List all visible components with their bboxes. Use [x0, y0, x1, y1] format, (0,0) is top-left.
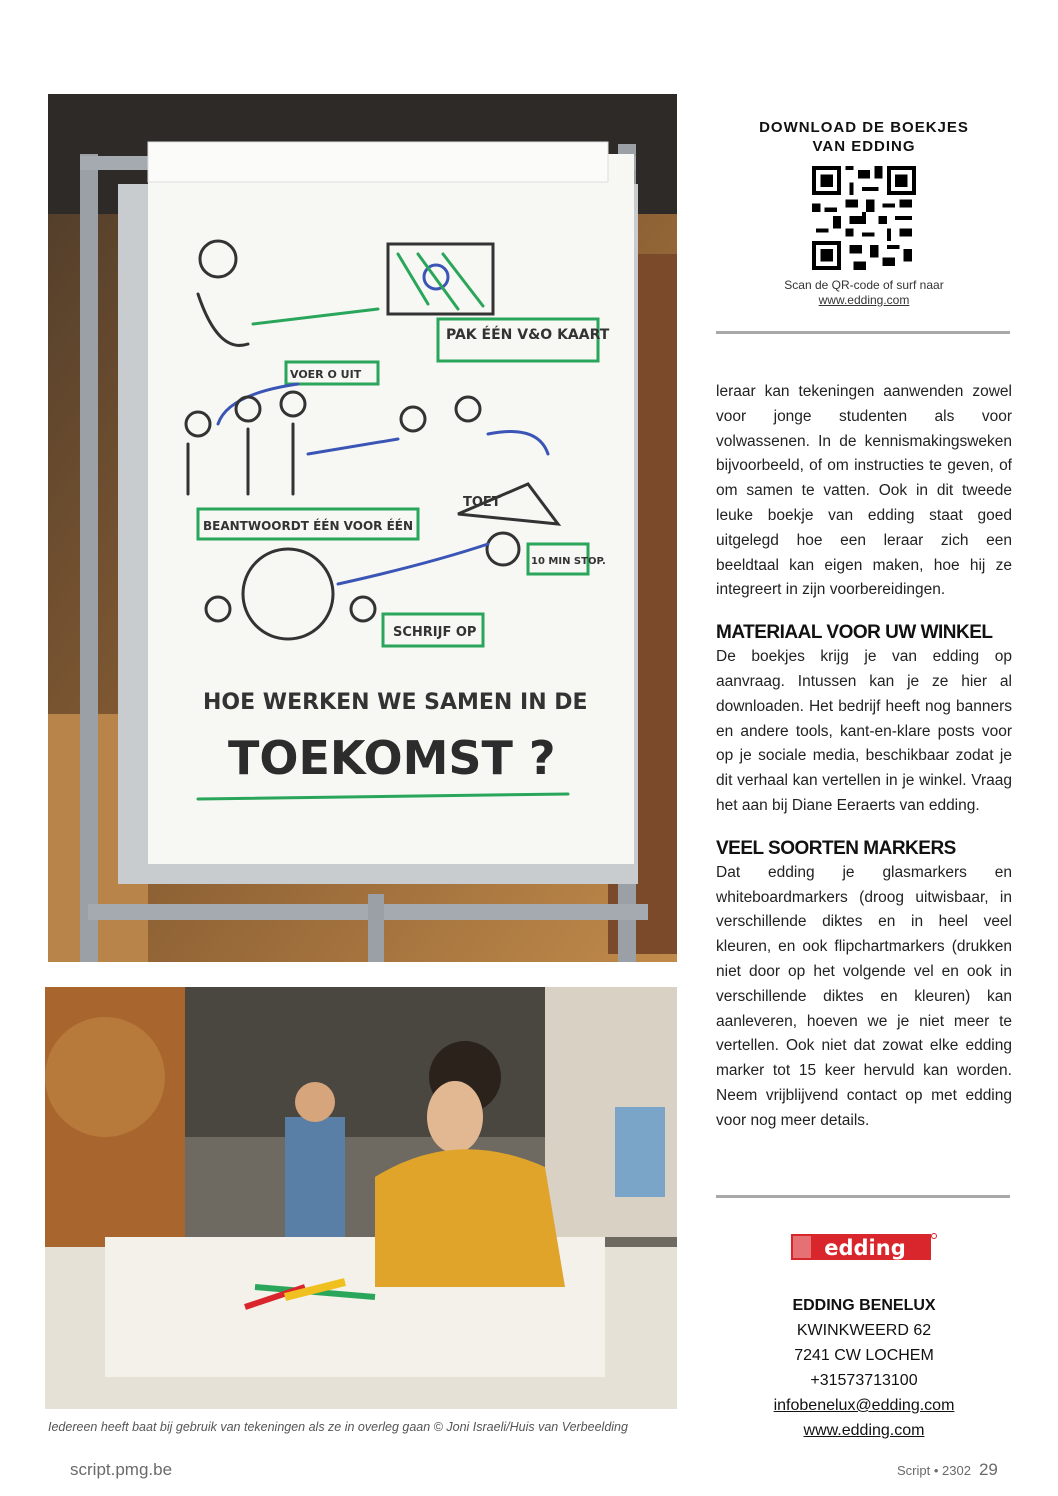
address-city: 7241 CW LOCHEM — [794, 1347, 934, 1364]
qr-url-link[interactable]: www.edding.com — [818, 293, 910, 307]
svg-text:edding: edding — [824, 1236, 906, 1260]
flipchart-tag-schrijf-op: SCHRIJF OP — [393, 625, 477, 640]
divider-top — [716, 331, 1010, 334]
phone-number: +31573713100 — [810, 1372, 918, 1389]
footer-site: script.pmg.be — [70, 1460, 173, 1479]
email-link[interactable]: infobenelux@edding.com — [773, 1397, 955, 1414]
workshop-illustration — [45, 987, 677, 1409]
edding-logo — [791, 1232, 937, 1262]
flipchart-photo — [48, 94, 677, 962]
photo-caption: Iedereen heeft baat bij gebruik van tekeningen als ze in overleg gaan © Joni Israeli/Huis van Verbeelding — [48, 1420, 628, 1434]
footer-issue — [897, 1460, 998, 1480]
divider-bottom — [716, 1195, 1010, 1198]
flipchart-headline-1: HOE WERKEN WE SAMEN IN DE — [203, 690, 588, 715]
flipchart-tag-voer-uit: VOER O UIT — [290, 368, 362, 381]
qr-download-block — [716, 118, 1012, 307]
company-name: EDDING BENELUX — [792, 1297, 936, 1314]
qr-code-icon[interactable] — [812, 166, 916, 270]
article-column — [716, 380, 1012, 1134]
qr-note: Scan de QR-code of surf naar — [784, 278, 944, 292]
heading-materiaal: MATERIAAL VOOR UW WINKEL — [716, 622, 993, 644]
flipchart-headline-2: TOEKOMST ? — [228, 731, 556, 785]
flipchart-word-toet: TOET — [463, 495, 501, 510]
workshop-photo — [45, 987, 677, 1409]
footer-issue-label: Script • 2302 — [897, 1463, 971, 1478]
flipchart-tag-beantwoordt: BEANTWOORDT ÉÉN VOOR ÉÉN — [203, 519, 414, 533]
contact-block — [716, 1232, 1012, 1443]
article-intro: leraar kan tekeningen aanwenden zowel voor jonge studenten als voor volwassenen. In de kennismakingsweken bijvoorbeeld, of om instructies te geven, of om samen te vatten. Ook in dit tweede leuke boekje van edding staat goed uitgelegd hoe een leraar zich een beeldtaal kan eigen maken, hoe hij ze integreert in zijn voorbereidingen. — [716, 383, 1012, 599]
flipchart-tag-min-stop: 10 MIN STOP. — [531, 556, 606, 567]
flipchart-illustration — [48, 94, 677, 962]
flipchart-tag-pak-kaart: PAK ÉÉN V&O KAART — [446, 327, 610, 343]
website-link[interactable]: www.edding.com — [803, 1422, 925, 1439]
article-para-markers: Dat edding je glasmarkers en whiteboardmarkers (droog uitwisbaar, in verschillende diktes en in heel veel kleuren, en ook flipchartmarkers (drukken niet door op het volgende vel en ook in verschillende diktes en kleuren) kan aanleveren, hoeven we je niet meer te vertellen. Ook niet dat zowat elke edding marker tot 15 keer hervuld kan worden. Neem vrijblijvend contact op met edding voor nog meer details. — [716, 863, 1012, 1129]
article-para-materiaal: De boekjes krijg je van edding op aanvraag. Intussen kan je ze hier al downloaden. Het bedrijf heeft nog banners en andere tools, kant-en-klare posts voor op je sociale media, beschikbaar zodat je dit verhaal kan vertellen in je winkel. Vraag het aan bij Diane Eeraerts van edding. — [716, 648, 1012, 814]
page-number: 29 — [978, 1460, 998, 1479]
address-street: KWINKWEERD 62 — [796, 1322, 932, 1339]
qr-title: DOWNLOAD DE BOEKJES VAN EDDING — [759, 119, 969, 155]
heading-markers: VEEL SOORTEN MARKERS — [716, 837, 956, 859]
